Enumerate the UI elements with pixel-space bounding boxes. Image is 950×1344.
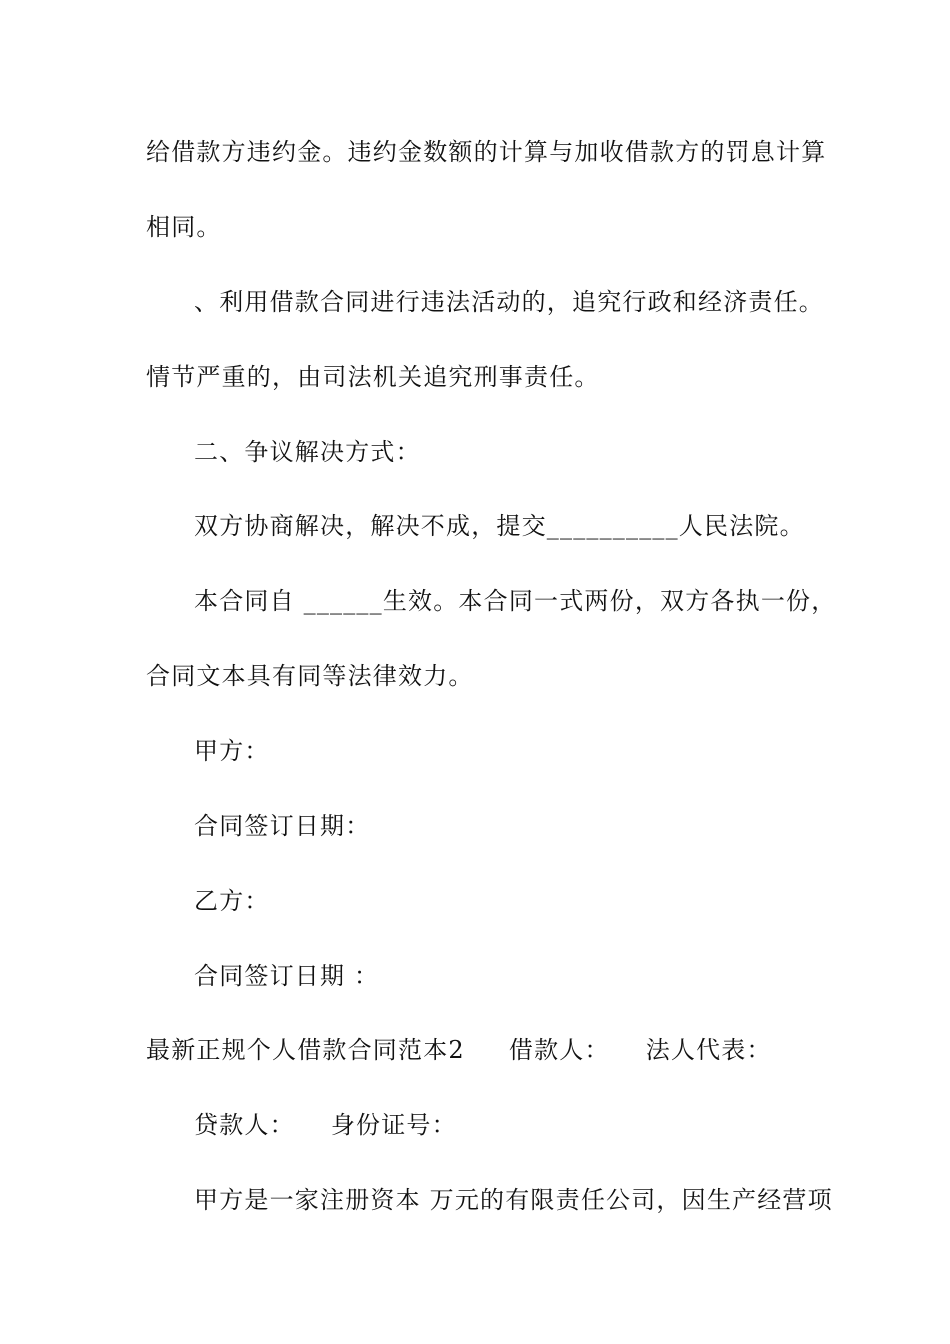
paragraph-line: 甲方是一家注册资本 万元的有限责任公司，因生产经营项: [194, 1186, 833, 1214]
paragraph-line: 合同文本具有同等法律效力。: [146, 662, 474, 690]
lender-line: [194, 1109, 816, 1141]
legal-representative-label: 法人代表：: [645, 1036, 772, 1064]
paragraph-line: 给借款方违约金。违约金数额的计算与加收借款方的罚息计算: [146, 138, 827, 166]
paragraph-line: 、利用借款合同进行违法活动的，追究行政和经济责任。: [194, 288, 824, 316]
contract-title-line: [146, 1034, 816, 1066]
signing-date-label: 合同签订日期：: [194, 812, 371, 840]
paragraph-line: 相同。: [146, 213, 222, 241]
paragraph-line: 情节严重的，由司法机关追究刑事责任。: [146, 363, 600, 391]
section-heading: 二、争议解决方式：: [194, 438, 421, 466]
party-b-label: 乙方：: [194, 887, 270, 915]
signing-date-label: 合同签订日期 ：: [194, 962, 380, 990]
contract-title: 最新正规个人借款合同范本2: [146, 1036, 465, 1064]
paragraph-line: 本合同自 ______生效。本合同一式两份，双方各执一份，: [194, 587, 837, 615]
lender-label: 贷款人：: [194, 1111, 295, 1139]
paragraph-line: 双方协商解决，解决不成，提交__________人民法院。: [194, 512, 805, 540]
borrower-label: 借款人：: [508, 1036, 610, 1064]
party-a-label: 甲方：: [194, 737, 270, 765]
id-number-label: 身份证号：: [330, 1111, 457, 1139]
